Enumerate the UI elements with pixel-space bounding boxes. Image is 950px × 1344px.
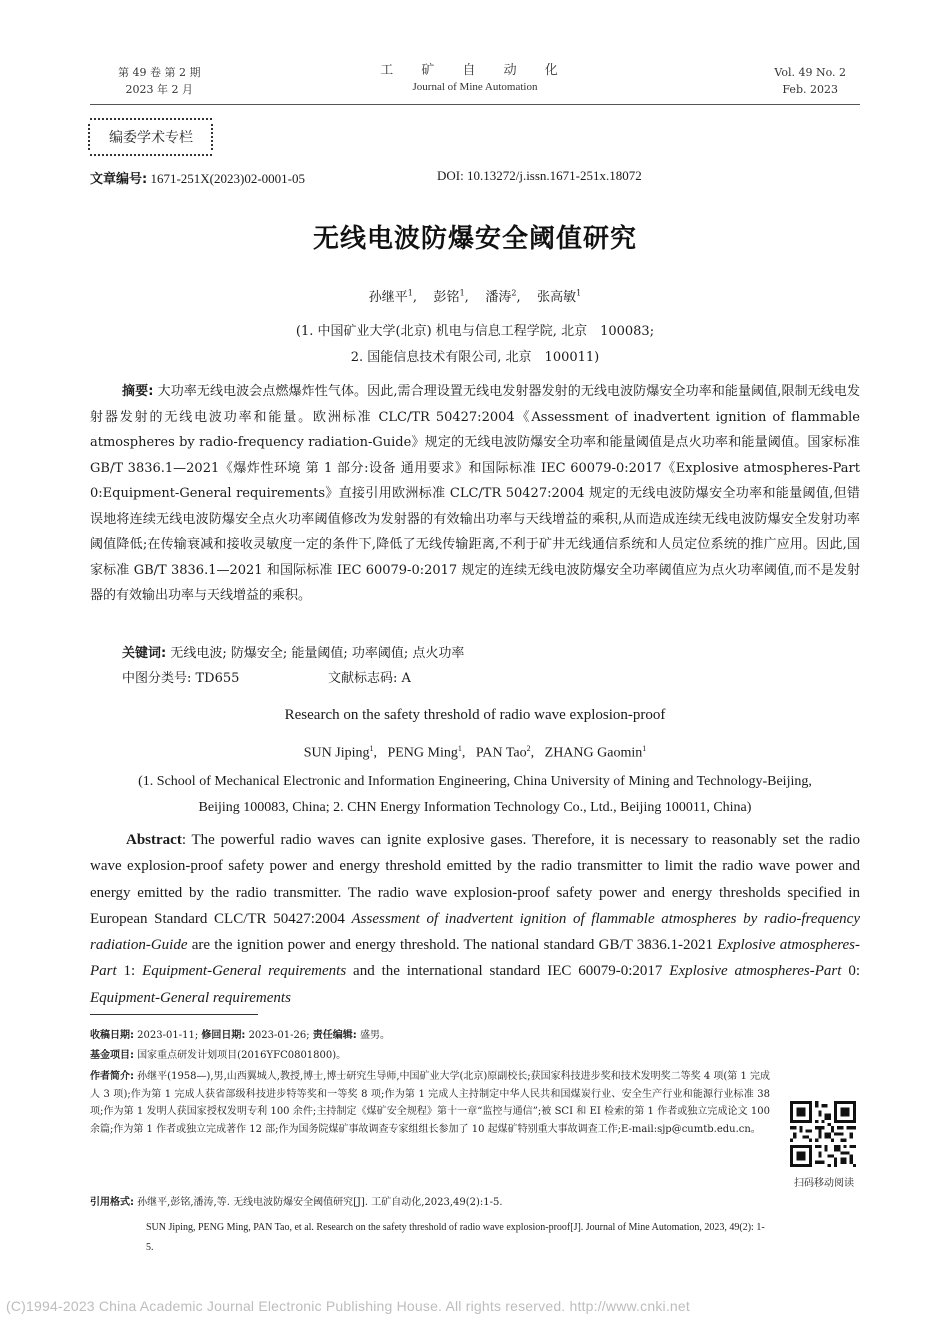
- revised-date: 2023-01-26;: [245, 1030, 313, 1041]
- doi: DOI: 10.13272/j.issn.1671-251x.18072: [437, 168, 642, 183]
- header-rule: [90, 104, 860, 105]
- header-date-en: Feb. 2023: [782, 83, 838, 96]
- author-en: ZHANG Gaomin: [544, 745, 643, 761]
- abstract-en-text: are the ignition power and energy threshold. The national standard GB/T 3836.1-2021: [187, 937, 718, 954]
- copyright-watermark: (C)1994-2023 China Academic Journal Electronic Publishing House. All rights reserved. http://www.cnki.net: [6, 1298, 690, 1314]
- abstract-cn-label: 摘要:: [122, 384, 154, 399]
- keywords-text: 无线电波; 防爆安全; 能量阈值; 功率阈值; 点火功率: [166, 646, 465, 661]
- footnote-fund: [90, 1047, 346, 1065]
- footnote-dates: [90, 1027, 390, 1045]
- affiliation-line: (1. 中国矿业大学(北京) 机电与信息工程学院, 北京 100083;: [295, 324, 655, 339]
- received-label: 收稿日期:: [90, 1030, 134, 1041]
- footnote-citation: [90, 1194, 770, 1258]
- received-date: 2023-01-11;: [134, 1030, 202, 1041]
- author-separator: ,: [516, 290, 521, 305]
- clc-number: 中图分类号: TD655: [122, 671, 240, 686]
- qr-code-label: 扫码移动阅读: [794, 1178, 854, 1189]
- article-number-value: 1671-251X(2023)02-0001-05: [147, 171, 305, 186]
- author-en-affil-mark: 1: [457, 744, 462, 753]
- fund-label: 基金项目:: [90, 1050, 134, 1061]
- citation-label: 引用格式:: [90, 1197, 134, 1208]
- revised-label: 修回日期:: [201, 1030, 246, 1041]
- keywords-label: 关键词:: [122, 646, 167, 661]
- abstract-cn-text: 大功率无线电波会点燃爆炸性气体。因此,需合理设置无线电发射器发射的无线电波防爆安全功率和能量阈值,限制无线电发射器发射的无线电波功率和能量。欧洲标准 CLC/TR 50427:2004《Assessment of inadvertent ignition of flammable atmospheres by radio-frequency radiation-Guide》规定的无线电波防爆安全功率和能量阈值是点火功率和能量阈值。国家标准 GB/T 3836.1—2021《爆炸性环境 第 1 部分:设备 通用要求》和国际标准 IEC 60079-0:2017《Explosive atmospheres-Part 0:Equipment-General requirements》直接引用欧洲标准 CLC/TR 50427:2004 规定的无线电波防爆安全功率和能量阈值,但错误地将连续无线电波防爆安全点火功率阈值修改为发射器的有效输出功率与天线增益的乘积,从而造成连续无线电波防爆安全发射功率阈值降低;在传输衰减和接收灵敏度一定的条件下,降低了无线传输距离,不利于矿井无线通信系统和人员定位系统的推广应用。因此,国家标准 GB/T 3836.1—2021 和国际标准 IEC 60079-0:2017 规定的连续无线电波防爆安全功率阈值应为点火功率阈值,而不是发射器的有效输出功率与天线增益的乘积。: [90, 384, 860, 603]
- abstract-en-text: 1:: [116, 963, 143, 980]
- abstract-en-italic: Assessment of inadvertent ignition of flammable atmospheres by radio-frequency radiation-Guide: [90, 910, 860, 954]
- author-affil-mark: 1: [407, 288, 413, 298]
- abstract-en: [90, 827, 860, 1011]
- journal-name-cn: 工 矿 自 动 化: [380, 63, 570, 78]
- abstract-en-text: and the international standard IEC 60079-0:2017: [346, 963, 670, 980]
- author-en-affil-mark: 1: [642, 744, 647, 753]
- document-code: 文献标志码: A: [328, 671, 411, 686]
- affiliations-en: [0, 769, 950, 821]
- author: 潘涛: [485, 290, 512, 305]
- author-separator: ,: [464, 290, 469, 305]
- qr-code-icon[interactable]: [786, 1101, 860, 1167]
- author: 彭铭: [433, 290, 460, 305]
- affiliation-en-line: (1. School of Mechanical Electronic and Information Engineering, China University of Mining and Technology-Beijing,: [138, 774, 812, 789]
- footnote-bio: [90, 1068, 770, 1138]
- abstract-cn: [90, 379, 860, 609]
- paper-title-en: Research on the safety threshold of radio wave explosion-proof: [284, 707, 666, 723]
- fund-text: 国家重点研发计划项目(2016YFC0801800)。: [134, 1050, 347, 1061]
- abstract-en-italic: Equipment-General requirements: [90, 989, 291, 1006]
- author-en-affil-mark: 1: [369, 744, 374, 753]
- author-en-separator: ,: [461, 745, 466, 761]
- affiliation-line: 2. 国能信息技术有限公司, 北京 100011): [350, 350, 600, 365]
- author-list-en: [0, 744, 950, 762]
- abstract-en-label: Abstract: [126, 832, 182, 848]
- header-date-cn: 2023 年 2 月: [125, 83, 193, 96]
- author-en: SUN Jiping: [303, 745, 370, 761]
- bio-text: 孙继平(1958—),男,山西翼城人,教授,博士,博士研究生导师,中国矿业大学(北京)原副校长;获国家科技进步奖和技术发明奖二等奖 4 项(第 1 完成人 3 项);作为第 1 完成人获省部级科技进步特等奖和一等奖 8 项;作为第 1 完成人主持制定中华人民共和国煤炭行业、安全生产行业和能源行业标准 38 项;作为第 1 发明人获国家授权发明专利 100 余件;主持制定《煤矿安全规程》第十一章“监控与通信”;被 SCI 和 EI 检索的第 1 作者或独立完成论文 100 余篇;作为第 1 作者或独立完成著作 12 部;作为国务院煤矿事故调查专家组组长参加了 10 起煤矿特别重大事故调查工作;E-mail:sjp@cumtb.edu.cn。: [90, 1071, 771, 1135]
- author-affil-mark: 1: [459, 288, 465, 298]
- header-volume: 第 49 卷 第 2 期: [118, 66, 201, 79]
- author-en: PENG Ming: [387, 745, 458, 761]
- bio-label: 作者简介:: [90, 1071, 134, 1082]
- author-affil-mark: 1: [576, 288, 582, 298]
- author-separator: ,: [412, 290, 418, 305]
- abstract-en-italic: Equipment-General requirements: [142, 963, 347, 980]
- article-number: [90, 168, 305, 187]
- affiliation-en-line: Beijing 100083, China; 2. CHN Energy Information Technology Co., Ltd., Beijing 100011, China): [198, 800, 752, 815]
- author-affil-mark: 2: [511, 288, 517, 298]
- citation-cn: 孙继平,彭铭,潘涛,等. 无线电波防爆安全阈值研究[J]. 工矿自动化,2023,49(2):1-5.: [134, 1197, 503, 1208]
- article-number-label: 文章编号:: [90, 172, 148, 187]
- abstract-en-text: : The powerful radio waves can ignite explosive gases. Therefore, it is necessary to reasonably set the radio wave explosion-proof safety power and energy threshold emitted by the radio transmitter to limit the radio wave power and energy emitted by the radio transmitter. The radio wave explosion-proof safety power and energy thresholds specified in European Standard CLC/TR 50427:2004: [90, 832, 860, 927]
- footnote-rule: [90, 1014, 258, 1015]
- journal-name-en: Journal of Mine Automation: [412, 81, 538, 93]
- abstract-en-italic: Explosive atmospheres-Part: [90, 937, 860, 980]
- author-en: PAN Tao: [475, 745, 527, 761]
- author-en-affil-mark: 2: [526, 744, 531, 753]
- author-en-separator: ,: [530, 745, 535, 761]
- author: 张高敏: [537, 290, 577, 305]
- affiliations: [0, 319, 950, 371]
- paper-title: 无线电波防爆安全阈值研究: [312, 224, 637, 254]
- keywords: [122, 642, 464, 661]
- classification: [122, 667, 411, 686]
- abstract-en-italic: Explosive atmospheres-Part: [669, 963, 842, 980]
- abstract-en-text: 0:: [841, 963, 860, 980]
- author-en-separator: ,: [373, 745, 377, 761]
- editor-label: 责任编辑:: [312, 1030, 357, 1041]
- column-badge-label: 编委学术专栏: [109, 130, 193, 146]
- author-list: [0, 286, 950, 305]
- column-badge: [90, 118, 212, 156]
- author: 孙继平: [368, 290, 408, 305]
- citation-en: SUN Jiping, PENG Ming, PAN Tao, et al. Research on the safety threshold of radio wave explosion-proof[J]. Journal of Mine Automation, 2023, 49(2): 1-5.: [146, 1221, 765, 1253]
- editor-name: 盛男。: [356, 1030, 390, 1041]
- header-volume-en: Vol. 49 No. 2: [774, 66, 846, 79]
- header-volume-info-en: [774, 64, 846, 98]
